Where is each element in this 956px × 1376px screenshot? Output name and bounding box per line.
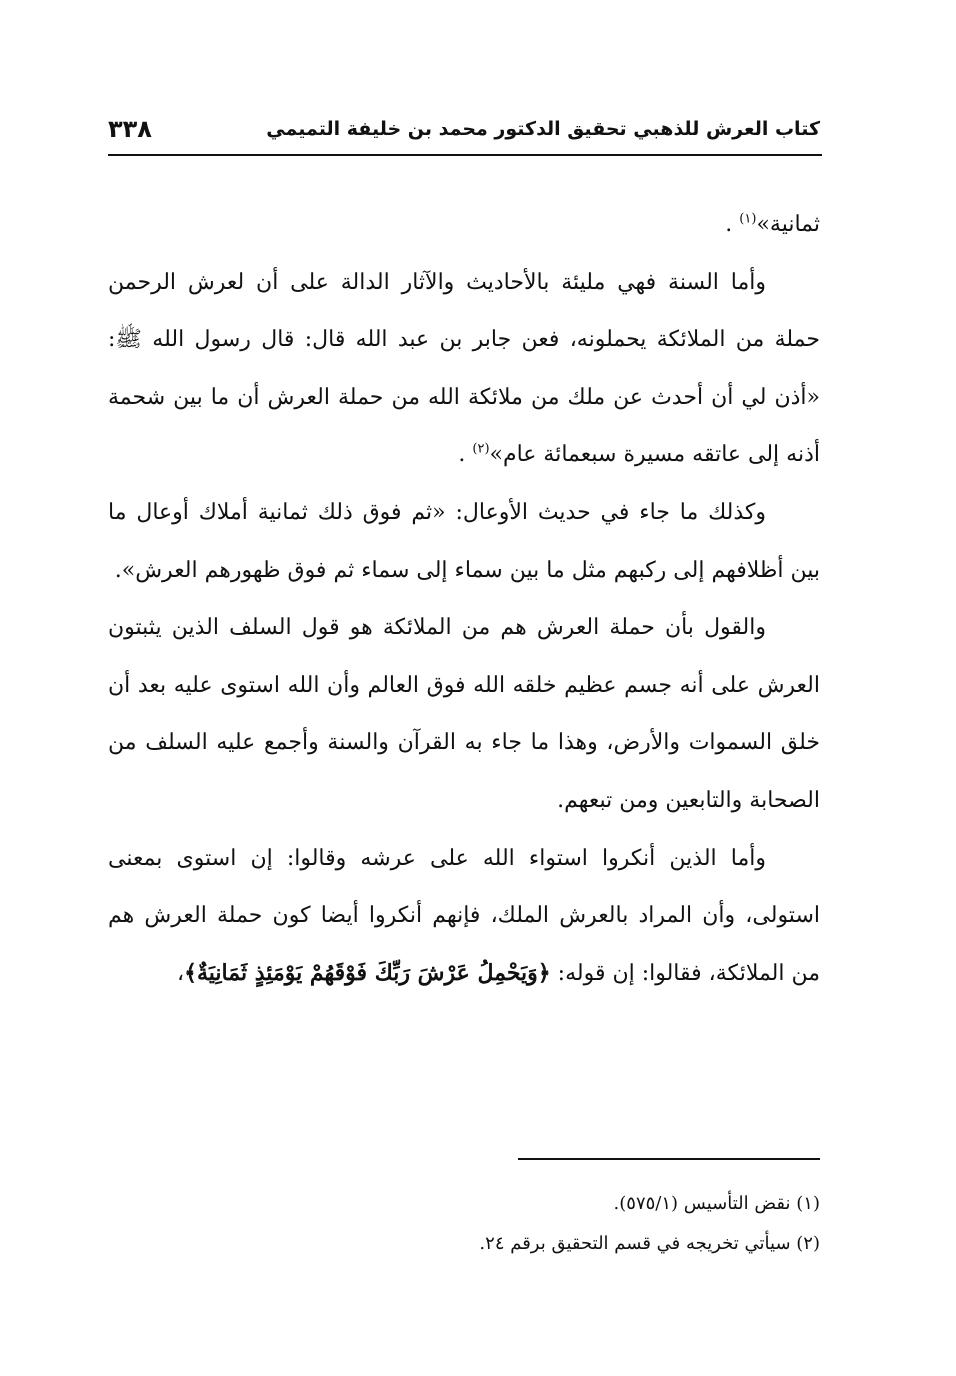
paragraph-5-end: ، <box>177 960 185 986</box>
footnote-ref-2[interactable]: (٢) <box>472 442 490 458</box>
header-divider <box>108 154 822 156</box>
page-number: ٣٣٨ <box>108 115 152 143</box>
footnote-2: (٢) سيأتي تخريجه في قسم التحقيق برقم ٢٤. <box>479 1233 820 1254</box>
paragraph-1 <box>108 196 820 254</box>
footnotes <box>108 1184 820 1264</box>
footnote-ref-1[interactable]: (١) <box>739 211 757 227</box>
paragraph-4-text: والقول بأن حملة العرش هم من الملائكة هو قول السلف الذين يثبتون العرش على أنه جسم عظيم خلقه الله فوق العالم وأن الله استوى عليه بعد أن خلق السموات والأرض، وهذا ما جاء به القرآن والسنة وأجمع عليه السلف من الصحابة والتابعين ومن تبعهم. <box>108 615 820 813</box>
paragraph-1-text: ثمانية» <box>756 212 820 237</box>
footnote-divider <box>518 1158 820 1160</box>
page-header <box>108 108 820 150</box>
paragraph-5 <box>108 830 820 1003</box>
paragraph-1-end: . <box>725 212 740 237</box>
footnote-1: (١) نقض التأسيس (٥٧٥/١). <box>613 1193 820 1214</box>
paragraph-3-text: وكذلك ما جاء في حديث الأوعال: «ثم فوق ذلك ثمانية أملاك أوعال ما بين أظلافهم إلى ركبهم مثل ما بين سماء إلى سماء ثم فوق ظهورهم العرش». <box>108 499 820 583</box>
paragraph-2-end: . <box>458 442 473 468</box>
paragraph-4 <box>108 599 820 829</box>
running-header-title: كتاب العرش للذهبي تحقيق الدكتور محمد بن خليفة التميمي <box>266 118 820 140</box>
paragraph-2-text: وأما السنة فهي مليئة بالأحاديث والآثار الدالة على أن لعرش الرحمن حملة من الملائكة يحملونه، فعن جابر بن عبد الله قال: قال رسول الله ﷺ: «أذن لي أن أحدث عن ملك من ملائكة الله من حملة العرش أن ما بين شحمة أذنه إلى عاتقه مسيرة سبعمائة عام» <box>108 269 820 468</box>
quran-verse: ﴿وَيَحْمِلُ عَرْشَ رَبِّكَ فَوْقَهُمْ يَوْمَئِذٍ ثَمَانِيَةٌ﴾ <box>184 959 551 986</box>
paragraph-5-text: وأما الذين أنكروا استواء الله على عرشه وقالوا: إن استوى بمعنى استولى، وأن المراد بالعرش الملك، فإنهم أنكروا أيضا كون حملة العرش هم من الملائكة، فقالوا: إن قوله: <box>108 845 820 986</box>
paragraph-3 <box>108 484 820 599</box>
paragraph-2 <box>108 254 820 484</box>
main-text <box>108 196 820 1002</box>
